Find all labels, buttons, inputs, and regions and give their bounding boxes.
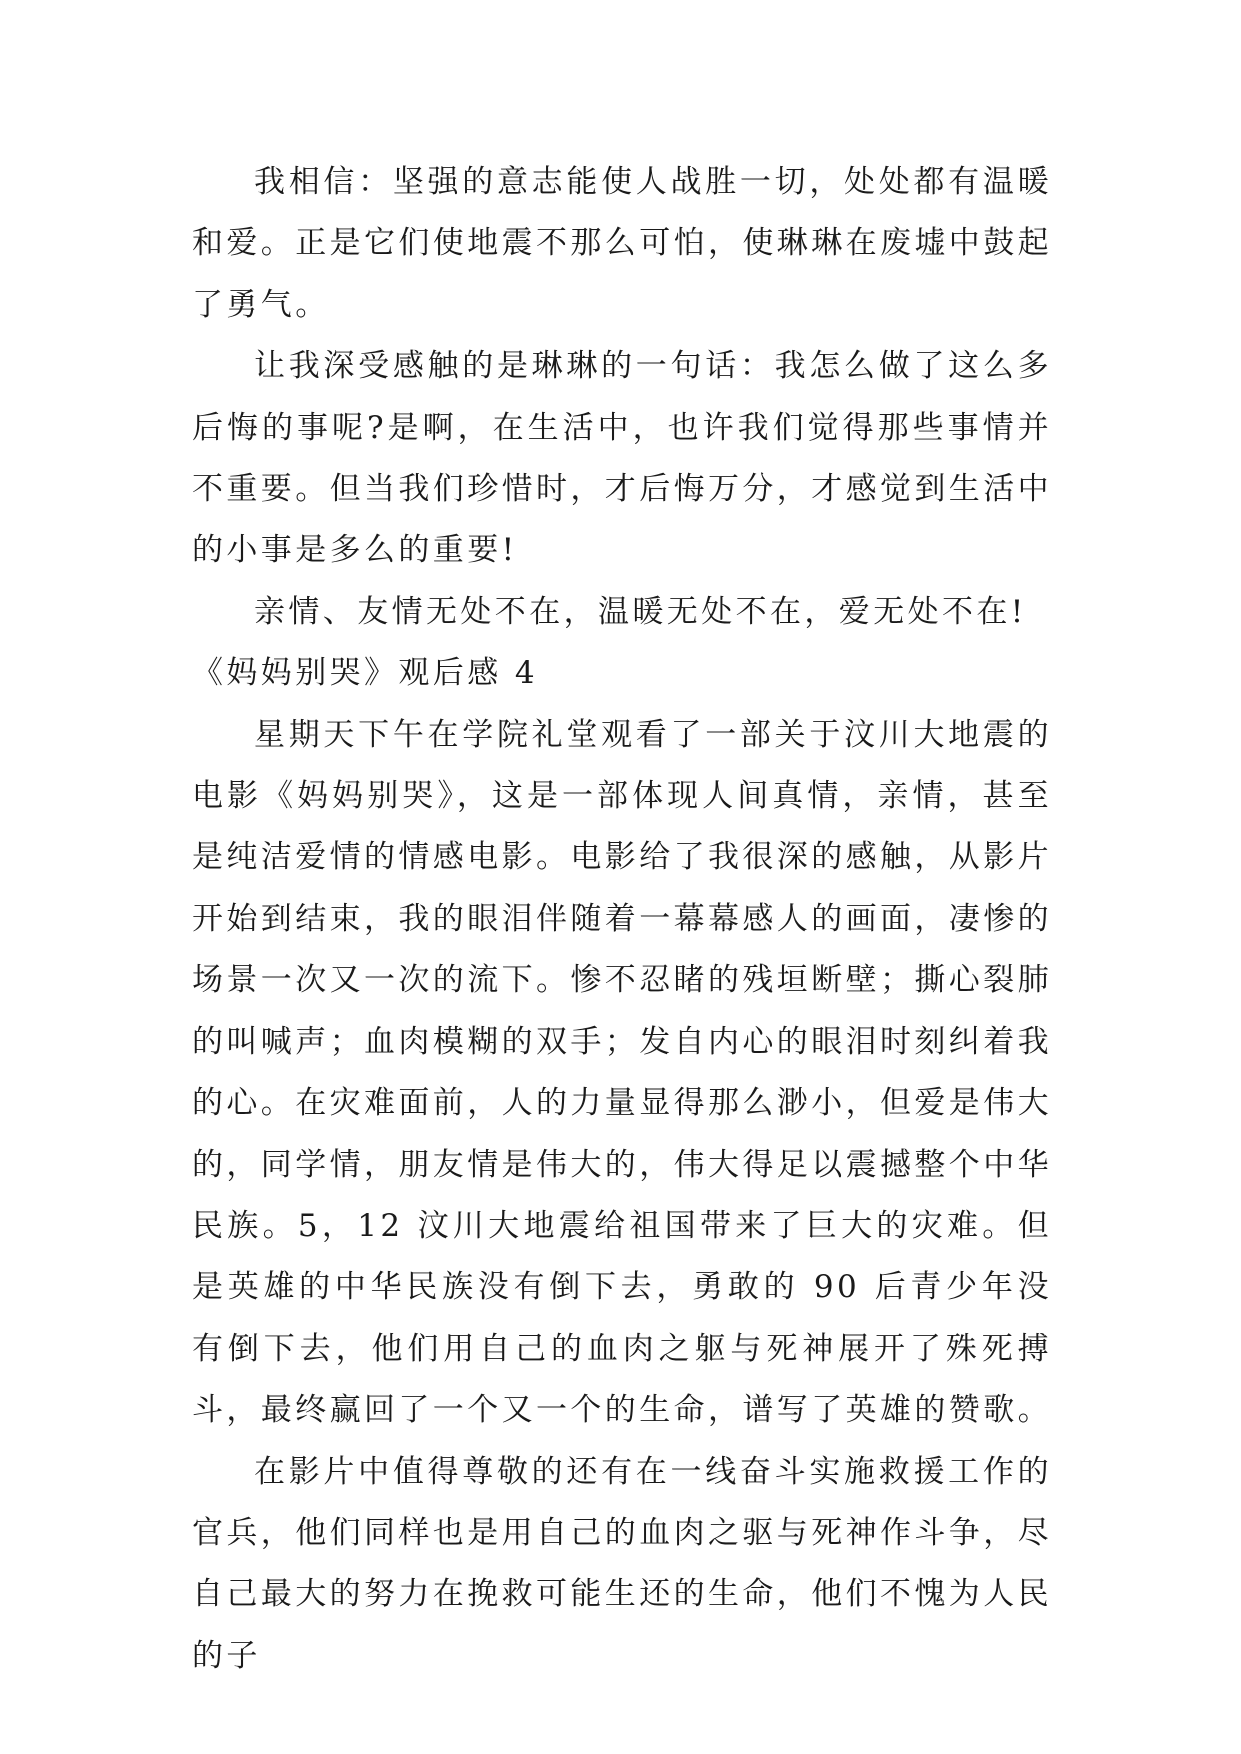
document-body — [192, 152, 1052, 1687]
section-title: 《妈妈别哭》观后感 4 — [192, 655, 538, 692]
paragraph-belief: 我相信：坚强的意志能使人战胜一切，处处都有温暖和爱。正是它们使地震不那么可怕，使琳琳在废墟中鼓起了勇气。 — [192, 164, 1052, 323]
paragraph-regret: 让我深受感触的是琳琳的一句话：我怎么做了这么多后悔的事呢?是啊，在生活中，也许我们觉得那些事情并不重要。但当我们珍惜时，才后悔万分，才感觉到生活中的小事是多么的重要! — [192, 348, 1052, 569]
paragraph-love-everywhere: 亲情、友情无处不在，温暖无处不在，爱无处不在! — [254, 593, 1027, 630]
paragraph-movie-review: 星期天下午在学院礼堂观看了一部关于汶川大地震的电影《妈妈别哭》，这是一部体现人间真情，亲情，甚至是纯洁爱情的情感电影。电影给了我很深的感触，从影片开始到结束，我的眼泪伴随着一幕幕感人的画面，凄惨的场景一次又一次的流下。惨不忍睹的残垣断壁；撕心裂肺的叫喊声；血肉模糊的双手；发自内心的眼泪时刻纠着我的心。在灾难面前，人的力量显得那么渺小，但爱是伟大的，同学情，朋友情是伟大的，伟大得足以震撼整个中华民族。5，12 汶川大地震给祖国带来了巨大的灾难。但是英雄的中华民族没有倒下去，勇敢的 90 后青少年没有倒下去，他们用自己的血肉之躯与死神展开了殊死搏斗，最终赢回了一个又一个的生命，谱写了英雄的赞歌。 — [192, 716, 1052, 1429]
paragraph-soldiers: 在影片中值得尊敬的还有在一线奋斗实施救援工作的官兵，他们同样也是用自己的血肉之驱与死神作斗争，尽自己最大的努力在挽救可能生还的生命，他们不愧为人民的子 — [192, 1453, 1052, 1674]
